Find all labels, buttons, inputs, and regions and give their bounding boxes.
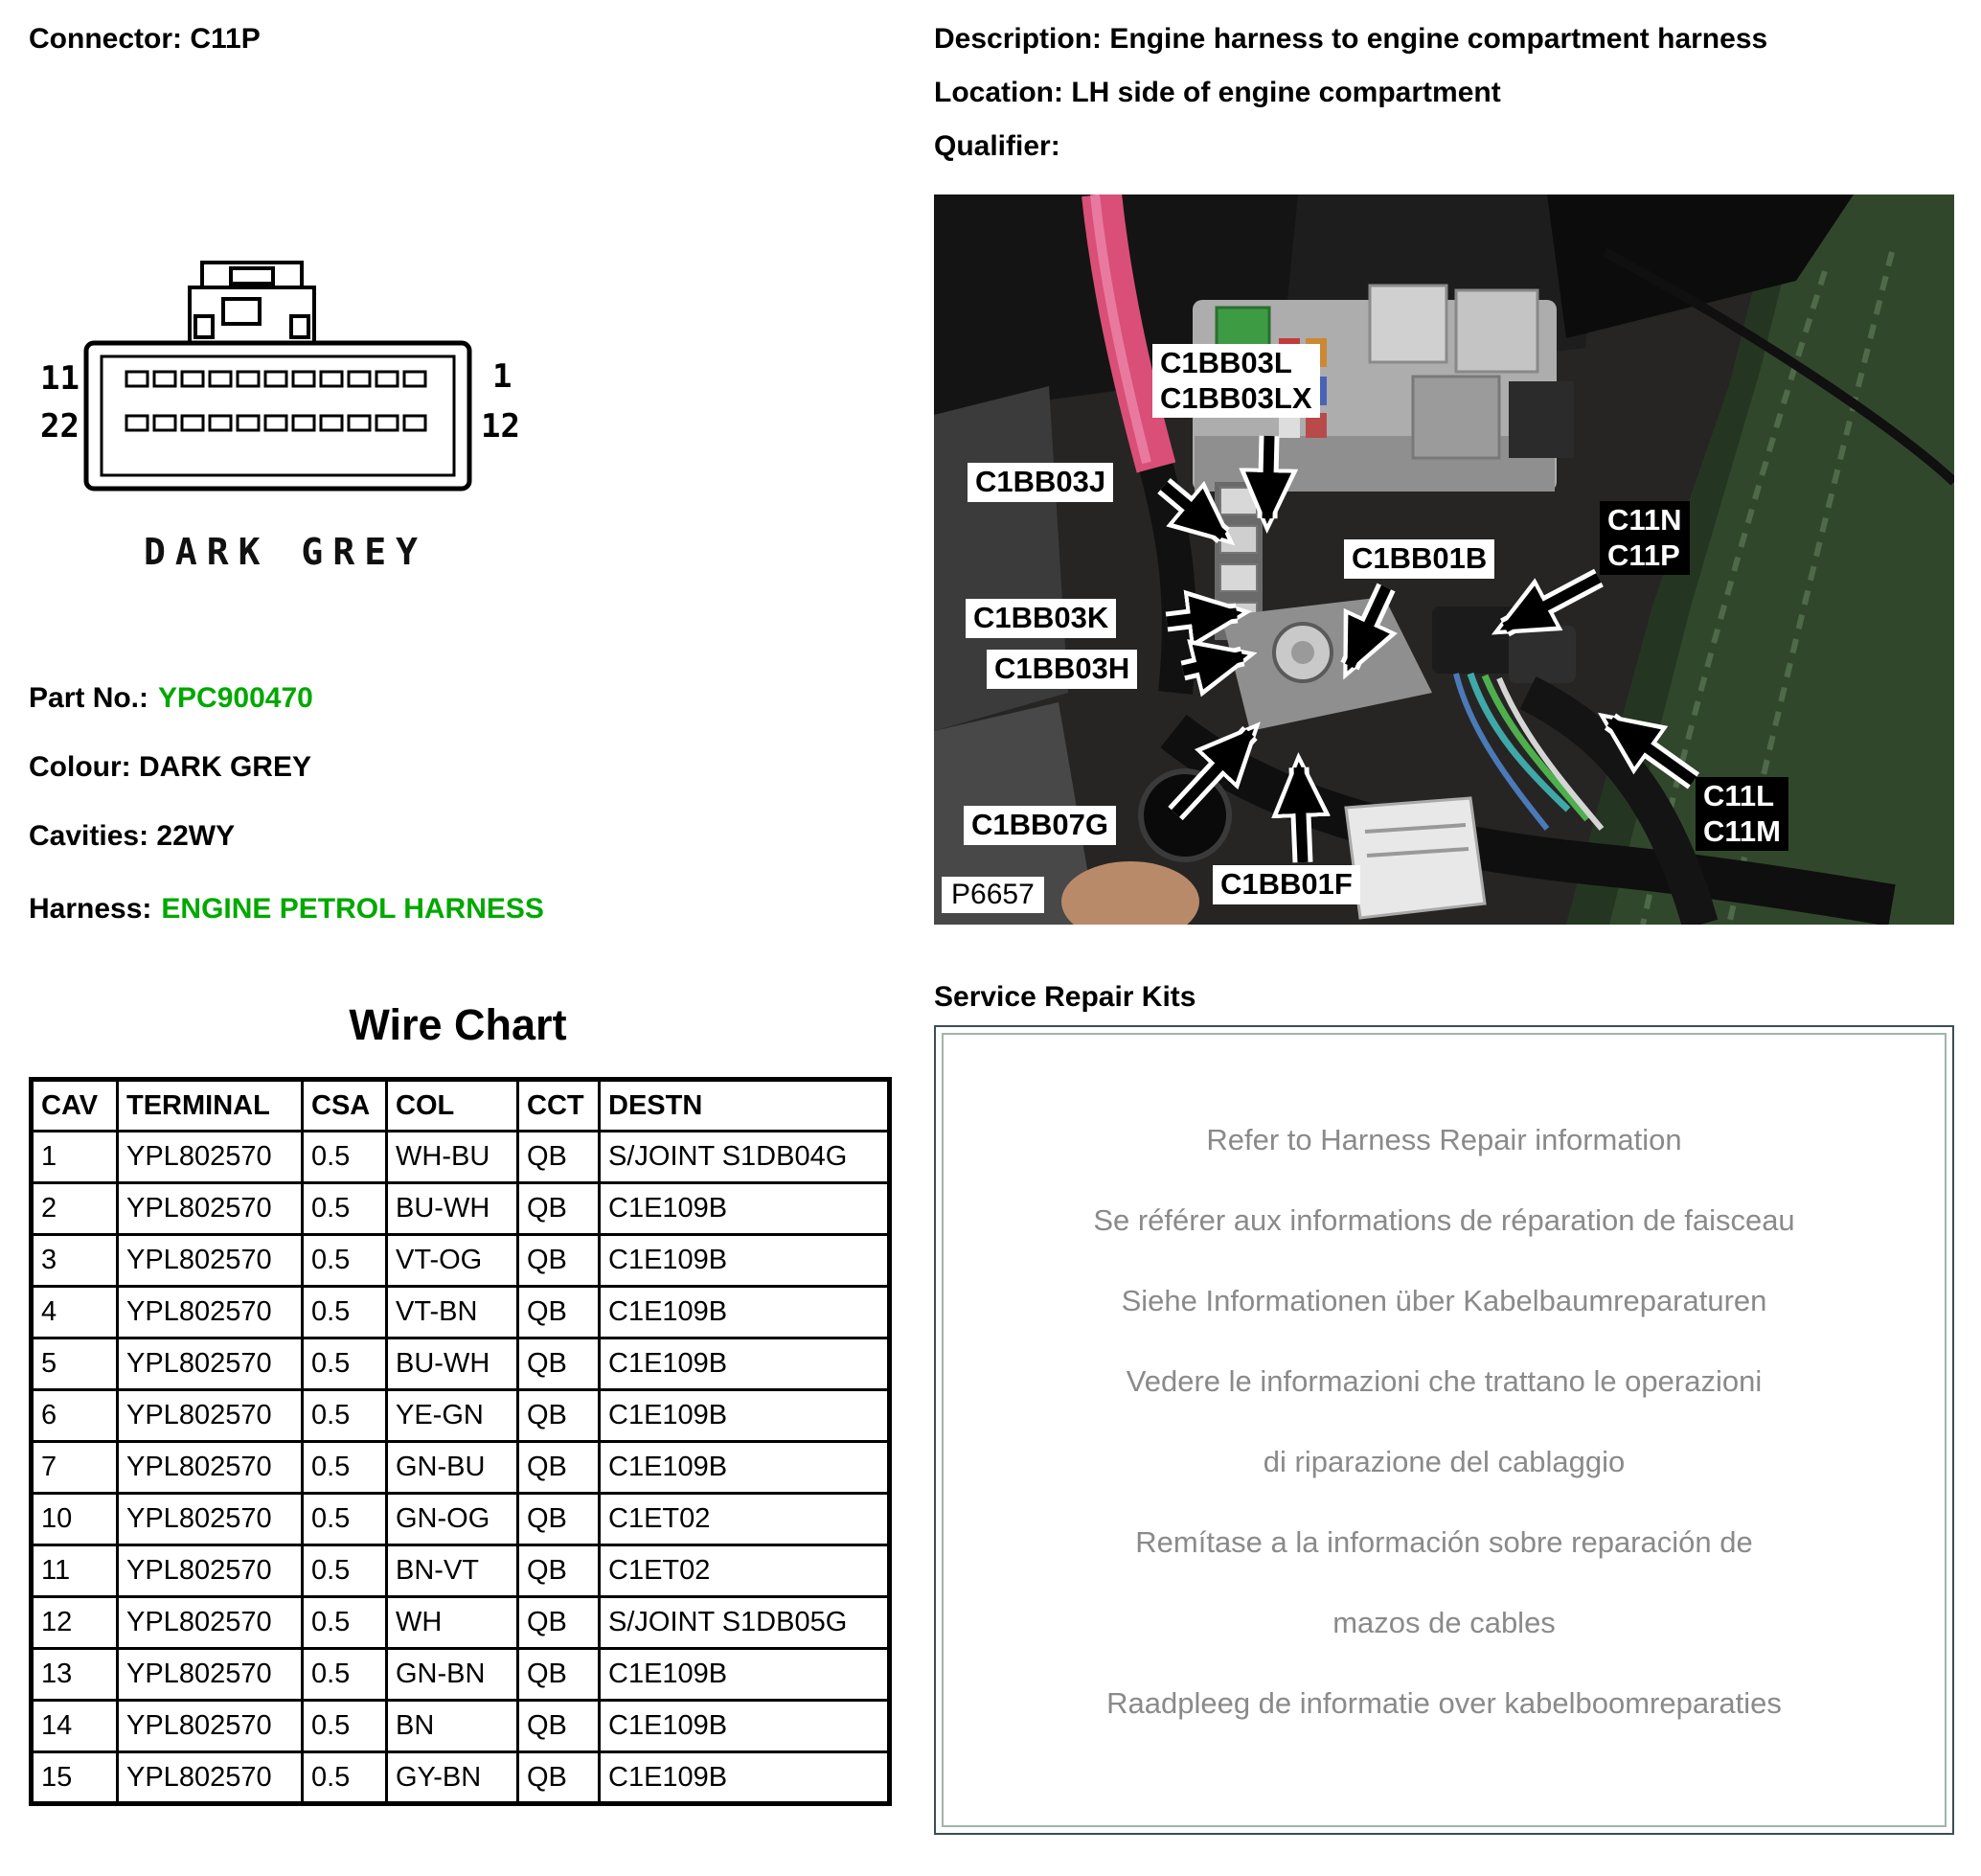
- photo-callout-c11m: C11M: [1703, 813, 1781, 848]
- wire-chart-cell: BN: [387, 1701, 518, 1752]
- harness-line: [29, 893, 544, 926]
- service-repair-line: Raadpleeg de informatie over kabelboomreparaties: [1106, 1686, 1782, 1720]
- wire-chart-cell: QB: [518, 1545, 600, 1597]
- photo-callout-c1bb01f: C1BB01F: [1213, 865, 1360, 904]
- wire-chart-cell: YPL802570: [118, 1545, 303, 1597]
- wire-chart-cell: 0.5: [303, 1390, 387, 1442]
- wire-chart-cell: 5: [32, 1338, 118, 1390]
- part-number-line: [29, 682, 313, 715]
- service-repair-line: mazos de cables: [1332, 1606, 1556, 1639]
- part-number-value: YPC900470: [158, 682, 313, 714]
- wire-chart-cell: QB: [518, 1597, 600, 1649]
- connector-latch: [190, 263, 314, 343]
- wire-chart-header-destn: DESTN: [600, 1080, 890, 1132]
- wire-chart-cell: C1E109B: [600, 1442, 890, 1494]
- photo-callout-c1bb03l: C1BB03L: [1160, 346, 1292, 379]
- wire-chart-cell: C1E109B: [600, 1649, 890, 1701]
- wire-chart-cell: BU-WH: [387, 1183, 518, 1235]
- wire-chart-cell: QB: [518, 1649, 600, 1701]
- wire-chart-cell: QB: [518, 1701, 600, 1752]
- wire-chart-cell: C1ET02: [600, 1545, 890, 1597]
- wire-chart-table: [29, 1077, 892, 1806]
- wire-chart-cell: 15: [32, 1752, 118, 1804]
- wire-chart-cell: YPL802570: [118, 1183, 303, 1235]
- wire-chart-cell: C1E109B: [600, 1752, 890, 1804]
- wire-chart-cell: 0.5: [303, 1597, 387, 1649]
- photo-callout-c11l-c11m: [1696, 777, 1788, 851]
- wire-chart-cell: QB: [518, 1390, 600, 1442]
- pin-number-top-left: 11: [40, 359, 80, 398]
- wire-chart-row: [32, 1494, 890, 1545]
- wire-chart-cell: QB: [518, 1442, 600, 1494]
- harness-value: ENGINE PETROL HARNESS: [161, 893, 544, 925]
- engine-bay-photo: [934, 194, 1954, 925]
- wire-chart-cell: 7: [32, 1442, 118, 1494]
- part-number-label: Part No.:: [29, 682, 149, 714]
- wire-chart-row: [32, 1287, 890, 1338]
- wire-chart-cell: S/JOINT S1DB05G: [600, 1597, 890, 1649]
- wire-chart-cell: YPL802570: [118, 1494, 303, 1545]
- wire-chart-cell: YPL802570: [118, 1752, 303, 1804]
- description-line: Description: Engine harness to engine compartment harness: [934, 23, 1768, 55]
- wire-chart-cell: 14: [32, 1701, 118, 1752]
- wire-chart-cell: 0.5: [303, 1183, 387, 1235]
- wire-chart-cell: YPL802570: [118, 1390, 303, 1442]
- wire-chart-header-terminal: TERMINAL: [118, 1080, 303, 1132]
- wire-chart-header-row: [32, 1080, 890, 1132]
- service-repair-line: di riparazione del cablaggio: [1263, 1445, 1626, 1478]
- wire-chart-cell: 1: [32, 1132, 118, 1183]
- cavities-line: Cavities: 22WY: [29, 820, 236, 852]
- wire-chart-cell: QB: [518, 1183, 600, 1235]
- pin-number-bottom-left: 22: [40, 407, 80, 446]
- pin-number-top-right: 1: [492, 357, 512, 396]
- wire-chart-cell: BN-VT: [387, 1545, 518, 1597]
- wire-chart-cell: 0.5: [303, 1649, 387, 1701]
- wire-chart-cell: C1E109B: [600, 1287, 890, 1338]
- wire-chart-row: [32, 1235, 890, 1287]
- wire-chart-row: [32, 1442, 890, 1494]
- wire-chart-cell: 0.5: [303, 1235, 387, 1287]
- connector-cavity-row-2: [126, 416, 425, 430]
- wire-chart-row: [32, 1597, 890, 1649]
- wire-chart-cell: YPL802570: [118, 1701, 303, 1752]
- wire-chart-cell: QB: [518, 1235, 600, 1287]
- connector-title: Connector: C11P: [29, 23, 261, 55]
- wire-chart-row: [32, 1183, 890, 1235]
- wire-chart-cell: GN-OG: [387, 1494, 518, 1545]
- wire-chart-cell: QB: [518, 1752, 600, 1804]
- photo-callout-c1bb03j: C1BB03J: [968, 463, 1113, 502]
- service-repair-line: Siehe Informationen über Kabelbaumreparaturen: [1121, 1284, 1767, 1317]
- photo-callout-c1bb03h: C1BB03H: [987, 650, 1137, 689]
- qualifier-line: Qualifier:: [934, 130, 1060, 162]
- wire-chart-row: [32, 1701, 890, 1752]
- wire-chart-cell: YPL802570: [118, 1338, 303, 1390]
- wire-chart-row: [32, 1545, 890, 1597]
- location-line: Location: LH side of engine compartment: [934, 77, 1501, 108]
- wire-chart-cell: C1ET02: [600, 1494, 890, 1545]
- photo-callout-c1bb01b: C1BB01B: [1344, 539, 1494, 579]
- wire-chart-row: [32, 1649, 890, 1701]
- wire-chart-cell: C1E109B: [600, 1390, 890, 1442]
- wire-chart-cell: 10: [32, 1494, 118, 1545]
- wire-chart-row: [32, 1390, 890, 1442]
- photo-reference-number: P6657: [942, 877, 1044, 913]
- connector-colour-caption: DARK GREY: [144, 531, 427, 573]
- wire-chart-body: [32, 1132, 890, 1804]
- wire-chart-cell: YPL802570: [118, 1235, 303, 1287]
- wire-chart-cell: S/JOINT S1DB04G: [600, 1132, 890, 1183]
- wire-chart-cell: YE-GN: [387, 1390, 518, 1442]
- wire-chart-cell: 12: [32, 1597, 118, 1649]
- pin-number-bottom-right: 12: [481, 407, 520, 446]
- wire-chart-cell: 2: [32, 1183, 118, 1235]
- wire-chart-cell: QB: [518, 1287, 600, 1338]
- service-repair-line: Remítase a la información sobre reparación de: [1135, 1525, 1753, 1559]
- wire-chart-row: [32, 1338, 890, 1390]
- wire-chart-cell: VT-OG: [387, 1235, 518, 1287]
- wire-chart-cell: QB: [518, 1132, 600, 1183]
- service-repair-line: Se référer aux informations de réparation de faisceau: [1093, 1203, 1795, 1237]
- wire-chart-cell: C1E109B: [600, 1338, 890, 1390]
- wire-chart-cell: BU-WH: [387, 1338, 518, 1390]
- wire-chart-cell: YPL802570: [118, 1649, 303, 1701]
- photo-callout-c1bb07g: C1BB07G: [964, 806, 1116, 845]
- wire-chart-cell: 0.5: [303, 1338, 387, 1390]
- wire-chart-cell: GN-BU: [387, 1442, 518, 1494]
- wire-chart-cell: WH-BU: [387, 1132, 518, 1183]
- wire-chart-cell: YPL802570: [118, 1597, 303, 1649]
- wire-chart-cell: 0.5: [303, 1545, 387, 1597]
- wire-chart-cell: 6: [32, 1390, 118, 1442]
- wire-chart-cell: GN-BN: [387, 1649, 518, 1701]
- wire-chart-row: [32, 1132, 890, 1183]
- service-repair-kits-heading: Service Repair Kits: [934, 981, 1196, 1013]
- harness-label: Harness:: [29, 893, 152, 925]
- photo-callout-c11n: C11N: [1607, 503, 1682, 537]
- wire-chart-cell: VT-BN: [387, 1287, 518, 1338]
- wire-chart-cell: YPL802570: [118, 1132, 303, 1183]
- wire-chart-header-csa: CSA: [303, 1080, 387, 1132]
- colour-line: Colour: DARK GREY: [29, 751, 311, 783]
- wire-chart-cell: QB: [518, 1338, 600, 1390]
- wire-chart-cell: 11: [32, 1545, 118, 1597]
- photo-callout-c1bb03k: C1BB03K: [966, 599, 1116, 638]
- wire-chart-cell: 3: [32, 1235, 118, 1287]
- photo-callout-c11p: C11P: [1607, 538, 1680, 572]
- wire-chart-cell: C1E109B: [600, 1701, 890, 1752]
- service-repair-kits-text: [942, 1033, 1947, 1827]
- wire-chart-cell: C1E109B: [600, 1235, 890, 1287]
- wire-chart-cell: 0.5: [303, 1752, 387, 1804]
- service-repair-kits-box: [934, 1025, 1954, 1835]
- wire-chart-header-cav: CAV: [32, 1080, 118, 1132]
- wire-chart-cell: 0.5: [303, 1442, 387, 1494]
- wire-chart-cell: YPL802570: [118, 1287, 303, 1338]
- photo-callout-c1bb03lx: C1BB03LX: [1160, 380, 1312, 415]
- wire-chart-cell: 13: [32, 1649, 118, 1701]
- wire-chart-title: Wire Chart: [349, 1000, 567, 1049]
- wire-chart-cell: 4: [32, 1287, 118, 1338]
- service-repair-line: Refer to Harness Repair information: [1206, 1123, 1682, 1156]
- photo-callout-c1bb03l-group: [1152, 344, 1320, 418]
- connector-cavity-row-1: [126, 372, 425, 386]
- photo-callout-c11l: C11L: [1703, 779, 1775, 812]
- wire-chart-cell: QB: [518, 1494, 600, 1545]
- wire-chart-cell: WH: [387, 1597, 518, 1649]
- connector-pin-diagram: [27, 255, 544, 515]
- wire-chart-header-cct: CCT: [518, 1080, 600, 1132]
- wire-chart-cell: 0.5: [303, 1701, 387, 1752]
- wire-chart-cell: YPL802570: [118, 1442, 303, 1494]
- wire-chart-cell: 0.5: [303, 1287, 387, 1338]
- wire-chart-cell: 0.5: [303, 1132, 387, 1183]
- wire-chart-header-col: COL: [387, 1080, 518, 1132]
- wire-chart-cell: C1E109B: [600, 1183, 890, 1235]
- wire-chart-cell: 0.5: [303, 1494, 387, 1545]
- wire-chart-row: [32, 1752, 890, 1804]
- wire-chart-cell: GY-BN: [387, 1752, 518, 1804]
- photo-callout-c11n-c11p: [1600, 501, 1690, 575]
- service-repair-line: Vedere le informazioni che trattano le operazioni: [1126, 1364, 1763, 1398]
